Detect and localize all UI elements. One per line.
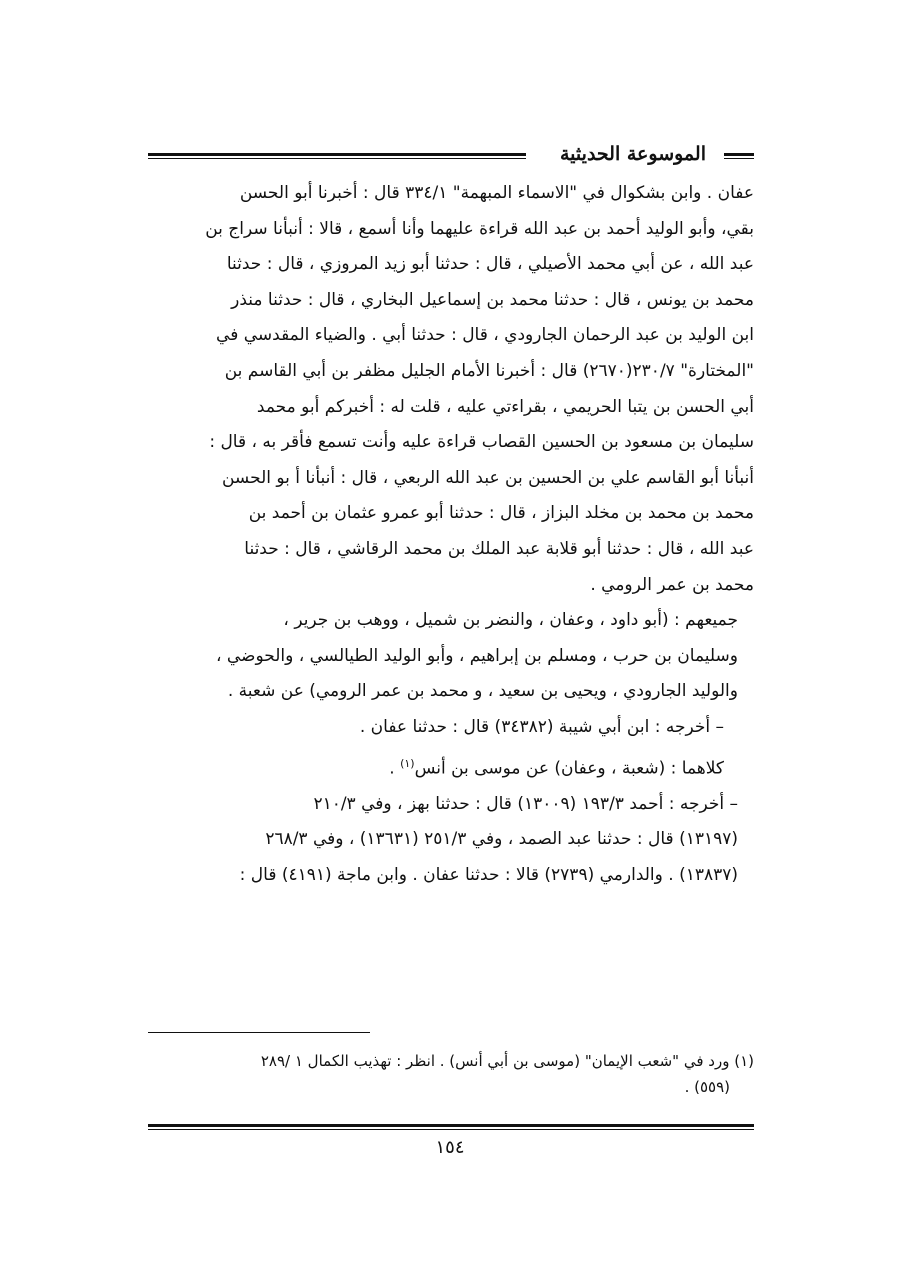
footnote-separator: [148, 1032, 370, 1033]
page-number: ١٥٤: [435, 1137, 465, 1158]
paragraph: [148, 603, 754, 710]
paragraph: [148, 787, 754, 894]
footnote: [148, 1048, 754, 1100]
text-line: – أخرجه : ابن أبي شيبة (٣٤٣٨٢) قال : حدثنا عفان .: [359, 716, 724, 737]
text-line: والوليد الجارودي ، ويحيى بن سعيد ، و محمد بن عمر الرومي) عن شعبة .: [227, 681, 738, 702]
text-line: عبد الله ، قال : حدثنا أبو قلابة عبد الملك بن محمد الرقاشي ، قال : حدثنا: [244, 538, 754, 559]
text-line-end: .: [389, 758, 401, 779]
paragraph: [148, 176, 754, 603]
paragraph: [148, 710, 754, 787]
text-line-content: كلاهما : (شعبة ، وعفان) عن موسى بن أنس: [414, 758, 724, 779]
header-rule-left: [148, 153, 526, 159]
running-header: [148, 140, 754, 172]
text-line: عبد الله ، عن أبي محمد الأصيلي ، قال : حدثنا أبو زيد المروزي ، قال : حدثنا: [226, 254, 754, 275]
bottom-rule: [148, 1124, 754, 1130]
text-line: – أخرجه : أحمد ١٩٣/٣ (١٣٠٠٩) قال : حدثنا بهز ، وفي ٢١٠/٣: [313, 793, 738, 814]
header-title: الموسوعة الحديثية: [548, 142, 718, 166]
text-line: أبي الحسن بن يتبا الحريمي ، بقراءتي عليه ، قلت له : أخبركم أبو محمد: [256, 396, 754, 417]
text-line: محمد بن عمر الرومي .: [590, 574, 754, 595]
text-line: أنبأنا أبو القاسم علي بن الحسين بن عبد الله الربعي ، قال : أنبأنا أ بو الحسن: [221, 467, 754, 488]
text-line: [148, 746, 724, 787]
text-line: سليمان بن مسعود بن الحسين القصاب قراءة عليه وأنت تسمع فأقر به ، قال :: [209, 432, 754, 453]
text-line: محمد بن يونس ، قال : حدثنا محمد بن إسماعيل البخاري ، قال : حدثنا منذر: [231, 289, 754, 310]
footnote-marker[interactable]: (١): [400, 756, 415, 770]
text-line: محمد بن محمد بن مخلد البزاز ، قال : حدثنا أبو عمرو عثمان بن أحمد بن: [248, 503, 754, 524]
text-line: (١٣١٩٧) قال : حدثنا عبد الصمد ، وفي ٢٥١/٣ (١٣٦٣١) ، وفي ٢٦٨/٣: [265, 829, 738, 850]
text-line: وسليمان بن حرب ، ومسلم بن إبراهيم ، وأبو الوليد الطيالسي ، والحوضي ،: [215, 645, 738, 666]
text-line: "المختارة" ٢٣٠/٧(٢٦٧٠) قال : أخبرنا الأمام الجليل مظفر بن أبي القاسم بن: [224, 360, 754, 381]
footnote-line: (١) ورد في "شعب الإيمان" (موسى بن أبي أنس) . انظر : تهذيب الكمال ١ /٢٨٩: [260, 1052, 754, 1070]
footnote-line: (٥٥٩) .: [684, 1078, 730, 1096]
text-line: جميعهم : (أبو داود ، وعفان ، والنضر بن شميل ، ووهب بن جرير ،: [283, 610, 738, 631]
text-line: عفان . وابن بشكوال في "الاسماء المبهمة" ٣٣٤/١ قال : أخبرنا أبو الحسن: [239, 183, 754, 203]
text-line: ابن الوليد بن عبد الرحمان الجارودي ، قال : حدثنا أبي . والضياء المقدسي في: [216, 325, 754, 346]
body-text: [148, 176, 754, 894]
text-line: بقي، وأبو الوليد أحمد بن عبد الله قراءة عليهما وأنا أسمع ، قالا : أنبأنا سراج بن: [205, 218, 754, 239]
text-line: (١٣٨٣٧) . والدارمي (٢٧٣٩) قالا : حدثنا عفان . وابن ماجة (٤١٩١) قال :: [239, 864, 738, 885]
header-rule-right: [724, 153, 754, 159]
page: [148, 140, 754, 894]
